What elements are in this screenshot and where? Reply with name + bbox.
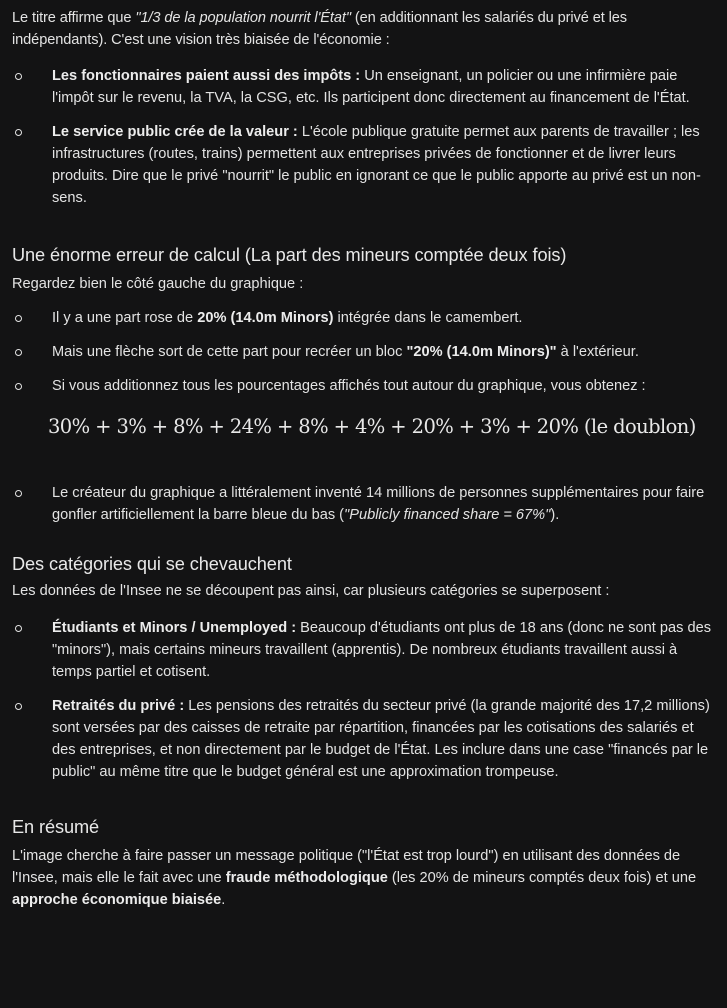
section-heading-summary: En résumé	[12, 817, 100, 837]
list-item-text: ).	[550, 507, 560, 523]
section-heading-calculation: Une énorme erreur de calcul (La part des mineurs comptée deux fois)	[12, 245, 567, 265]
list-item	[12, 695, 717, 783]
public-service-list	[12, 65, 717, 209]
list-item	[12, 617, 717, 683]
intro-quote: "1/3 de la population nourrit l'État"	[135, 10, 351, 26]
summary-text: .	[221, 892, 226, 908]
intro-paragraph	[12, 7, 717, 51]
list-item-title: Étudiants et Minors / Unemployed :	[52, 620, 297, 636]
list-item-quote: "Publicly financed share = 67%"	[344, 507, 551, 523]
list-item-text: L'école publique gratuite permet aux parents de travailler ; les infrastructures (routes, trains) permettent aux entreprises privées de fonctionner et de livrer leurs produits. Dire que le privé "nourrit" le public en ignorant ce que le public apporte au privé est un non-sens.	[52, 124, 701, 206]
list-item-text: à l'extérieur.	[556, 344, 639, 360]
summary-text: (les 20% de mineurs comptés deux fois) et une	[387, 870, 697, 886]
list-item-text: Les pensions des retraités du secteur privé (la grande majorité des 17,2 millions) sont versées par des caisses de retraite par répartition, financées par les cotisations des salariés et des entreprises, et non directement par le budget de l'État. Les inclure dans une case "financés par le public" au même titre que le budget général est une approximation trompeuse.	[52, 698, 710, 780]
intro-text: Le titre affirme que	[12, 10, 136, 26]
response-content	[12, 7, 717, 911]
list-item	[12, 121, 717, 209]
list-item-title: Le service public crée de la valeur :	[52, 124, 298, 140]
summary-bold: approche économique biaisée	[12, 892, 222, 908]
list-item-text: Beaucoup d'étudiants ont plus de 18 ans (donc ne sont pas des "minors"), mais certains mineurs travaillent (apprentis). De nombreux étudiants travaillent aussi à temps partiel et cotisent.	[52, 620, 712, 680]
list-item-title: Les fonctionnaires paient aussi des impôts :	[52, 68, 361, 84]
list-item-text: Il y a une part rose de	[52, 310, 198, 326]
list-item	[12, 341, 717, 363]
categories-list	[12, 617, 717, 783]
list-item-text: Si vous additionnez tous les pourcentages affichés tout autour du graphique, vous obtenez :	[52, 378, 646, 394]
list-item	[12, 482, 717, 526]
list-item-text: Le créateur du graphique a littéralement inventé 14 millions de personnes supplémentaires pour faire gonfler artificiellement la barre bleue du bas (	[52, 485, 705, 523]
list-item	[12, 307, 717, 329]
calculation-list	[12, 307, 717, 397]
section-heading-categories: Des catégories qui se chevauchent	[12, 554, 292, 574]
list-item-text: intégrée dans le camembert.	[333, 310, 523, 326]
list-item-text: Mais une flèche sort de cette part pour recréer un bloc	[52, 344, 407, 360]
summary-bold: fraude méthodologique	[225, 870, 388, 886]
list-item-title: Retraités du privé :	[52, 698, 185, 714]
list-item-text: Un enseignant, un policier ou une infirmière paie l'impôt sur le revenu, la TVA, la CSG, etc. Ils participent donc directement au financement de l'État.	[52, 68, 690, 106]
list-item	[12, 65, 717, 109]
list-item	[12, 375, 717, 397]
intro-text-end: (en additionnant les salariés du privé et les indépendants). C'est une vision très biaisée de l'économie :	[12, 10, 627, 48]
calculation-conclusion-list	[12, 482, 717, 526]
summary-paragraph	[12, 845, 717, 911]
list-item-bold: "20% (14.0m Minors)"	[406, 344, 557, 360]
list-item-bold: 20% (14.0m Minors)	[197, 310, 334, 326]
percentage-equation: 30% + 3% + 8% + 24% + 8% + 4% + 20% + 3% + 20% (le doublon)	[48, 415, 696, 438]
summary-text: L'image cherche à faire passer un message politique ("l'État est trop lourd") en utilisant des données de l'Insee, mais elle le fait avec une	[12, 848, 681, 886]
section-lead: Les données de l'Insee ne se découpent pas ainsi, car plusieurs catégories se superposent :	[12, 583, 610, 599]
section-lead: Regardez bien le côté gauche du graphique :	[12, 276, 304, 292]
